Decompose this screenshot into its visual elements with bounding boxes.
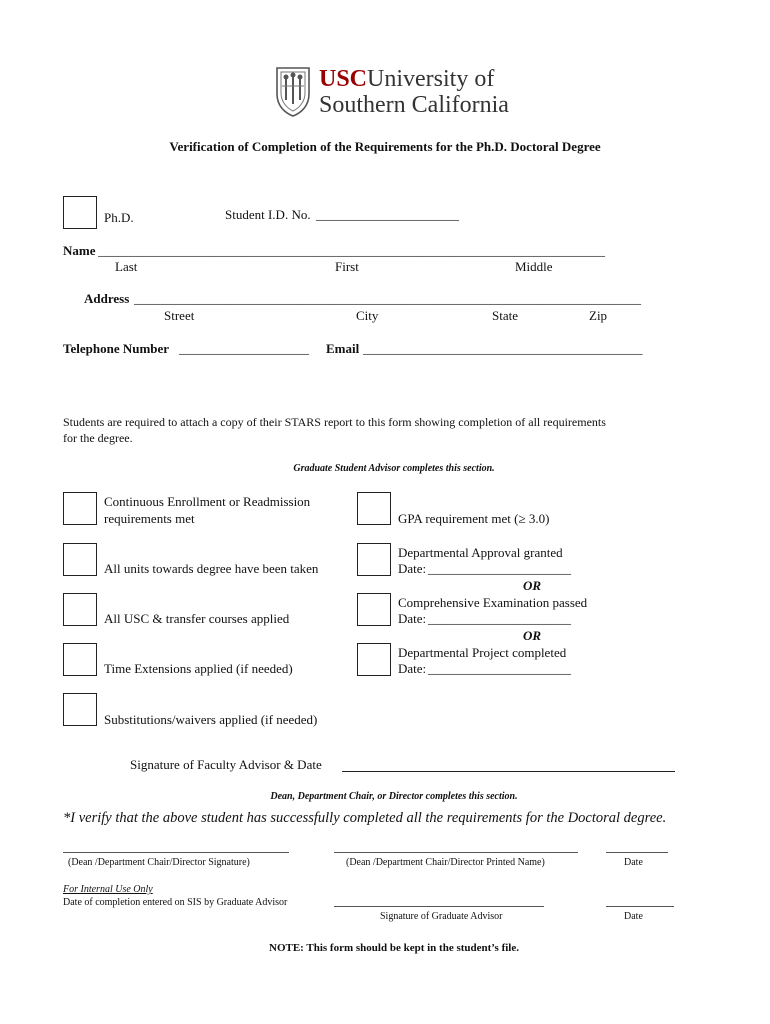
phd-label: Ph.D. — [104, 210, 134, 225]
substitutions-label: Substitutions/waivers applied (if needed) — [104, 712, 318, 727]
dean-printed-name-line[interactable] — [334, 852, 578, 853]
dept-approval-label: Departmental Approval granted — [398, 545, 563, 560]
logo-line1: University of — [367, 66, 495, 92]
comp-exam-date-field[interactable]: ______________________ — [428, 611, 571, 626]
dean-section-heading: Dean, Department Chair, or Director completes this section. — [270, 791, 518, 802]
address-label: Address — [84, 291, 130, 306]
usc-logo — [273, 64, 518, 120]
dept-approval-date-label: Date: — [398, 561, 427, 576]
dean-date-label: Date — [624, 857, 643, 868]
continuous-enrollment-checkbox[interactable] — [63, 492, 97, 525]
internal-use-line: Date of completion entered on SIS by Graduate Advisor — [63, 897, 288, 908]
footer-note: NOTE: This form should be kept in the student’s file. — [269, 942, 519, 954]
substitutions-checkbox[interactable] — [63, 693, 97, 726]
graduate-advisor-signature-line[interactable] — [334, 906, 544, 907]
stars-note-line1: Students are required to attach a copy of their STARS report to this form showing completion of all requirements — [63, 415, 606, 429]
name-label: Name — [63, 243, 96, 258]
address-sub-zip: Zip — [589, 308, 608, 323]
gpa-checkbox[interactable] — [357, 492, 391, 525]
faculty-signature-label: Signature of Faculty Advisor & Date — [130, 757, 322, 772]
address-field[interactable]: ______________________________________________________________________________ — [134, 291, 641, 306]
or-label-1: OR — [523, 578, 542, 593]
units-taken-checkbox[interactable] — [63, 543, 97, 576]
comp-exam-date-label: Date: — [398, 611, 427, 626]
name-sub-last: Last — [115, 259, 138, 274]
gpa-label: GPA requirement met (≥ 3.0) — [398, 511, 550, 526]
logo-line2: Southern California — [319, 92, 509, 118]
courses-applied-label: All USC & transfer courses applied — [104, 611, 290, 626]
courses-applied-checkbox[interactable] — [63, 593, 97, 626]
dept-project-label: Departmental Project completed — [398, 645, 567, 660]
continuous-enrollment-label-2: requirements met — [104, 511, 195, 526]
time-extensions-label: Time Extensions applied (if needed) — [104, 661, 293, 676]
units-taken-label: All units towards degree have been taken — [104, 561, 319, 576]
dept-approval-checkbox[interactable] — [357, 543, 391, 576]
name-sub-first: First — [335, 259, 359, 274]
faculty-signature-line[interactable] — [342, 771, 675, 772]
phone-field[interactable]: ____________________ — [179, 341, 309, 356]
internal-date-label: Date — [624, 911, 643, 922]
dean-signature-line[interactable] — [63, 852, 289, 853]
address-sub-state: State — [492, 308, 518, 323]
comp-exam-checkbox[interactable] — [357, 593, 391, 626]
student-id-label: Student I.D. No. — [225, 207, 311, 222]
dean-date-line[interactable] — [606, 852, 668, 853]
page-title: Verification of Completion of the Requirements for the Ph.D. Doctoral Degree — [169, 139, 601, 154]
comp-exam-label: Comprehensive Examination passed — [398, 595, 588, 610]
graduate-advisor-signature-label: Signature of Graduate Advisor — [380, 911, 503, 922]
usc-seal-icon — [273, 64, 313, 118]
dean-printed-name-label: (Dean /Department Chair/Director Printed Name) — [346, 857, 545, 868]
dept-approval-date-field[interactable]: ______________________ — [428, 561, 571, 576]
dept-project-date-label: Date: — [398, 661, 427, 676]
logo-usc-text: USC — [319, 66, 368, 92]
advisor-section-heading: Graduate Student Advisor completes this section. — [293, 463, 495, 474]
internal-use-heading: For Internal Use Only — [63, 884, 153, 895]
phone-label: Telephone Number — [63, 341, 170, 356]
student-id-field[interactable]: ______________________ — [316, 207, 459, 222]
stars-note-line2: for the degree. — [63, 431, 133, 445]
email-label: Email — [326, 341, 360, 356]
dept-project-checkbox[interactable] — [357, 643, 391, 676]
email-field[interactable]: ___________________________________________ — [363, 341, 643, 356]
address-sub-city: City — [356, 308, 379, 323]
time-extensions-checkbox[interactable] — [63, 643, 97, 676]
verify-statement: *I verify that the above student has successfully completed all the requirements for the Doctoral degree. — [63, 810, 667, 826]
name-sub-middle: Middle — [515, 259, 553, 274]
address-sub-street: Street — [164, 308, 195, 323]
dean-signature-label: (Dean /Department Chair/Director Signature) — [68, 857, 250, 868]
phd-checkbox[interactable] — [63, 196, 97, 229]
internal-date-line[interactable] — [606, 906, 674, 907]
name-field[interactable]: ______________________________________________________________________________ — [98, 243, 605, 258]
dept-project-date-field[interactable]: ______________________ — [428, 661, 571, 676]
or-label-2: OR — [523, 628, 542, 643]
continuous-enrollment-label-1: Continuous Enrollment or Readmission — [104, 494, 311, 509]
